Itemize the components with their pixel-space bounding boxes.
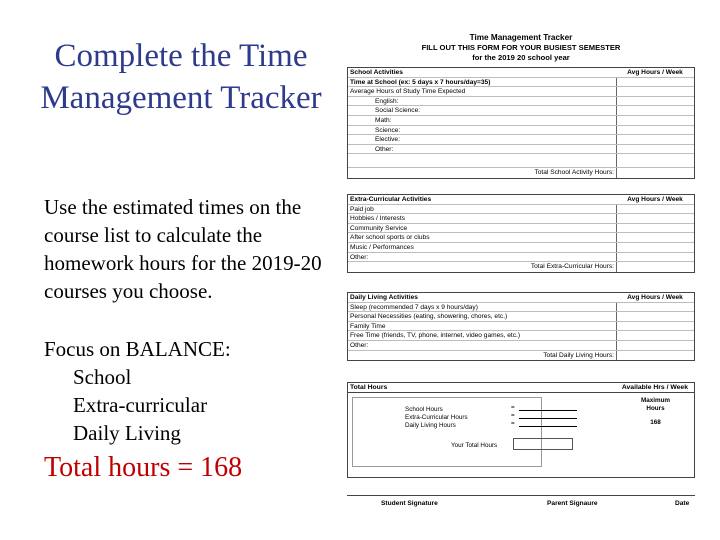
school-section bbox=[347, 67, 695, 179]
table-row[interactable]: Elective: bbox=[348, 135, 694, 145]
date-field[interactable]: Date bbox=[675, 500, 690, 507]
extra-total-row[interactable]: Total Extra-Curricular Hours: bbox=[348, 262, 694, 272]
extra-hours-line[interactable]: Extra-Curricular Hours bbox=[405, 414, 468, 421]
table-row[interactable]: Hobbies / Interests bbox=[348, 214, 694, 224]
tracker-form bbox=[347, 33, 695, 510]
table-row bbox=[348, 154, 694, 168]
table-row[interactable]: Free Time (friends, TV, phone, internet, video games, etc.) bbox=[348, 331, 694, 341]
totals-section bbox=[347, 382, 695, 478]
form-year: for the 2019 20 school year bbox=[472, 53, 570, 62]
table-row[interactable]: Science: bbox=[348, 126, 694, 136]
max-hours-value: 168 bbox=[650, 419, 661, 426]
parent-signature[interactable]: Parent Signaure bbox=[547, 500, 598, 507]
extra-section bbox=[347, 194, 695, 273]
table-row[interactable]: Other: bbox=[348, 253, 694, 263]
table-row[interactable]: Other: bbox=[348, 145, 694, 155]
form-subtitle: FILL OUT THIS FORM FOR YOUR BUSIEST SEMESTER bbox=[421, 43, 621, 52]
form-title: Time Management Tracker bbox=[469, 33, 573, 42]
table-row[interactable]: Family Time bbox=[348, 322, 694, 332]
totals-header-row: Total Hours Available Hrs / Week bbox=[348, 383, 694, 393]
balance-list bbox=[44, 335, 231, 447]
totals-box: School Hours Extra-Curricular Hours Daily Living Hours = = = Your Total Hours bbox=[352, 397, 542, 467]
your-total-label: Your Total Hours bbox=[451, 442, 498, 449]
signature-row bbox=[347, 495, 695, 510]
daily-section bbox=[347, 292, 695, 361]
daily-hours-line[interactable]: Daily Living Hours bbox=[405, 422, 456, 429]
your-total-box[interactable] bbox=[513, 438, 573, 450]
table-row[interactable]: Paid job bbox=[348, 205, 694, 215]
focus-heading: Focus on BALANCE: bbox=[44, 337, 231, 361]
table-row[interactable]: English: bbox=[348, 97, 694, 107]
table-row[interactable]: After school sports or clubs bbox=[348, 233, 694, 243]
table-row[interactable]: Sleep (recommended 7 days x 9 hours/day) bbox=[348, 303, 694, 313]
form-header bbox=[347, 33, 695, 63]
daily-total-row[interactable]: Total Daily Living Hours: bbox=[348, 351, 694, 361]
table-row[interactable]: Math: bbox=[348, 116, 694, 126]
balance-item: School bbox=[73, 365, 132, 389]
table-row[interactable]: Personal Necessities (eating, showering, chores, etc.) bbox=[348, 312, 694, 322]
total-hours: Total hours = 168 bbox=[44, 452, 243, 483]
max-hours: Maximum Hours 168 bbox=[633, 397, 678, 427]
table-row[interactable]: Time at School (ex: 5 days x 7 hours/day=35) bbox=[348, 78, 694, 88]
instruction-text: Use the estimated times on the course list to calculate the homework hours for the 2019-20 courses you choose. bbox=[44, 195, 322, 303]
balance-item: Daily Living bbox=[73, 421, 181, 445]
extra-header-row: Extra-Curricular Activities Avg Hours / Week bbox=[348, 195, 694, 205]
table-row[interactable]: Other: bbox=[348, 341, 694, 351]
school-header-row: School Activities Avg Hours / Week bbox=[348, 68, 694, 78]
school-hours-line[interactable]: School Hours bbox=[405, 406, 443, 413]
student-signature[interactable]: Student Signature bbox=[381, 500, 438, 507]
table-row[interactable]: Music / Performances bbox=[348, 243, 694, 253]
school-total-row[interactable]: Total School Activity Hours: bbox=[348, 168, 694, 178]
table-row[interactable]: Community Service bbox=[348, 224, 694, 234]
balance-item: Extra-curricular bbox=[73, 393, 208, 417]
table-row[interactable]: Social Science: bbox=[348, 106, 694, 116]
daily-header-row: Daily Living Activities Avg Hours / Week bbox=[348, 293, 694, 303]
table-row[interactable]: Average Hours of Study Time Expected bbox=[348, 87, 694, 97]
slide-title: Complete the Time Management Tracker bbox=[40, 38, 322, 116]
